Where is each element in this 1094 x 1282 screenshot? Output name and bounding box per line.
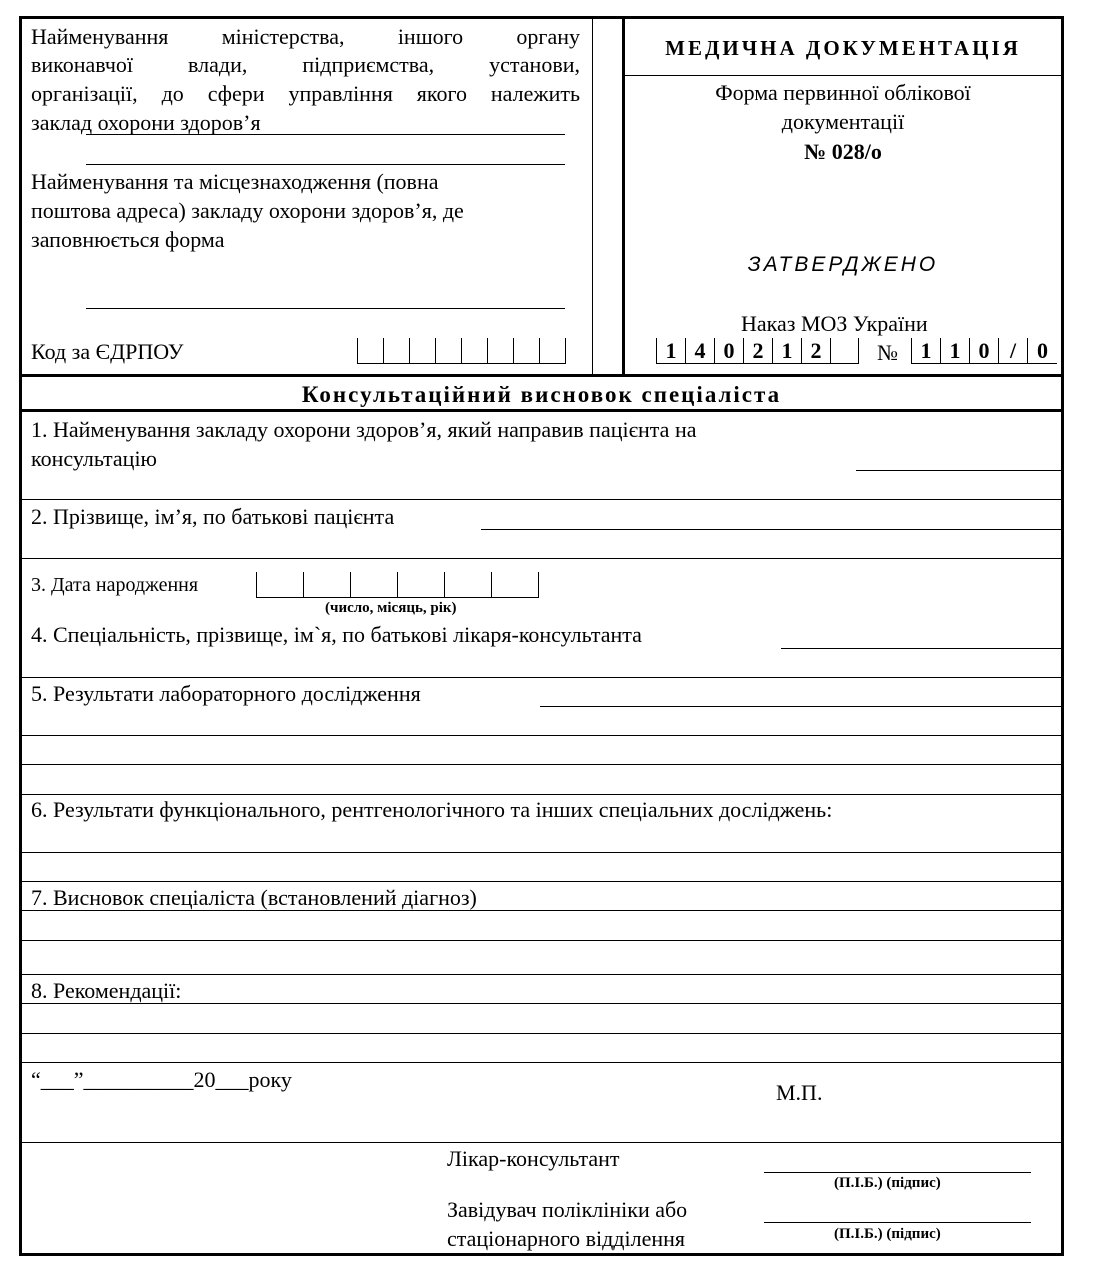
order-date-cell: 2 [801,338,830,364]
section-1-label-line-1: 1. Найменування закладу охорони здоров’я, який направив пацієнта на [31,417,697,442]
edrpou-cell[interactable] [357,338,383,364]
order-number-cell: 0 [969,338,998,364]
birth-date-cell[interactable] [256,572,303,598]
order-number-cell: / [998,338,1027,364]
order-date-cell [830,338,859,364]
row-separator [21,1003,1062,1004]
facility-line-3: заповнюється форма [31,227,225,252]
row-separator [21,974,1062,975]
header-divider-left [592,17,593,374]
ministry-line-4: заклад охорони здоров’я [31,110,261,135]
edrpou-cell[interactable] [487,338,513,364]
birth-date-cell[interactable] [397,572,444,598]
stamp-label: М.П. [776,1080,823,1105]
edrpou-cell[interactable] [383,338,409,364]
ministry-line-3: організації, до сфери управління якого належить [31,81,580,106]
med-doc-underline [624,75,1062,76]
order-number-cells [911,338,1057,364]
edrpou-cell[interactable] [461,338,487,364]
section-2-input-line[interactable] [481,529,1062,530]
form-line-2: документації [781,109,905,134]
ministry-fill-line-2[interactable] [86,164,565,165]
doctor-label: Лікар-консультант [447,1146,620,1171]
row-separator [21,499,1062,500]
birth-date-cell[interactable] [303,572,350,598]
edrpou-cell[interactable] [513,338,539,364]
order-date-cell: 4 [685,338,714,364]
frame-bottom [19,1253,1064,1256]
section-4-label: 4. Спеціальність, прізвище, ім`я, по батькові лікаря-консультанта [31,622,642,647]
section-1-label-line-2: консультацію [31,446,157,471]
section-8-label: 8. Рекомендації: [31,978,182,1003]
head-label-line-1: Завідувач поліклініки або [447,1197,688,1222]
form-number: № 028/о [804,139,882,164]
order-date-cell: 2 [743,338,772,364]
row-separator [21,1062,1062,1063]
section-2-label: 2. Прізвище, ім’я, по батькові пацієнта [31,504,395,529]
ministry-line-1: Найменування міністерства, іншого органу [31,24,580,49]
doctor-signature-line[interactable] [764,1172,1031,1173]
order-number-cell: 0 [1027,338,1057,364]
ministry-line-2: виконавчої влади, підприємства, установи, [31,52,580,77]
edrpou-cell[interactable] [435,338,461,364]
section-5-label: 5. Результати лабораторного дослідження [31,681,421,706]
section-6-label: 6. Результати функціонального, рентгенологічного та інших спеціальних досліджень: [31,797,833,822]
order-number-label: № [877,340,898,365]
approved-label: ЗАТВЕРДЖЕНО [747,253,939,276]
birth-date-cell[interactable] [444,572,491,598]
facility-line-1: Найменування та місцезнаходження (повна [31,169,439,194]
edrpou-cells[interactable] [357,338,566,364]
frame-top [19,16,1064,19]
birth-date-cell[interactable] [491,572,539,598]
row-separator [21,1033,1062,1034]
birth-date-hint: (число, місяць, рік) [325,600,457,616]
birth-date-cells[interactable] [256,572,539,598]
order-date-cell: 1 [656,338,685,364]
head-signature-line[interactable] [764,1222,1031,1223]
order-date-cells [656,338,859,364]
section-4-input-line[interactable] [781,648,1062,649]
order-date-cell: 1 [772,338,801,364]
row-separator [21,910,1062,911]
form-line-1: Форма первинної облікової [715,80,971,105]
head-signature-hint: (П.І.Б.) (підпис) [834,1226,941,1242]
section-5-input-line[interactable] [540,706,1062,707]
date-line[interactable]: “___”__________20___року [31,1067,292,1092]
order-number-cell: 1 [940,338,969,364]
ministry-fill-line-1[interactable] [86,134,565,135]
row-separator [21,677,1062,678]
section-7-label: 7. Висновок спеціаліста (встановлений діагноз) [31,885,477,910]
facility-fill-line[interactable] [86,308,565,309]
row-separator [21,735,1062,736]
birth-date-cell[interactable] [350,572,397,598]
order-date-cell: 0 [714,338,743,364]
order-number-cell: 1 [911,338,940,364]
edrpou-label: Код за ЄДРПОУ [31,339,184,364]
med-doc-title: МЕДИЧНА ДОКУМЕНТАЦІЯ [665,36,1021,60]
head-label-line-2: стаціонарного відділення [447,1226,685,1251]
row-separator [21,852,1062,853]
frame-left [19,16,22,1256]
row-separator [21,1142,1062,1143]
section-3-label: 3. Дата народження [31,574,199,596]
doctor-signature-hint: (П.І.Б.) (підпис) [834,1175,941,1191]
edrpou-cell[interactable] [539,338,566,364]
row-separator [21,764,1062,765]
frame-right [1061,16,1064,1256]
page-title: Консультаційний висновок спеціаліста [301,382,782,407]
row-separator [21,881,1062,882]
row-separator [21,558,1062,559]
order-label: Наказ МОЗ України [741,311,928,336]
row-separator [21,940,1062,941]
title-top-rule [19,374,1064,377]
facility-line-2: поштова адреса) закладу охорони здоров’я, де [31,198,464,223]
edrpou-cell[interactable] [409,338,435,364]
title-bottom-rule [19,409,1064,412]
section-1-input-line[interactable] [856,470,1062,471]
header-divider-right [622,17,625,374]
